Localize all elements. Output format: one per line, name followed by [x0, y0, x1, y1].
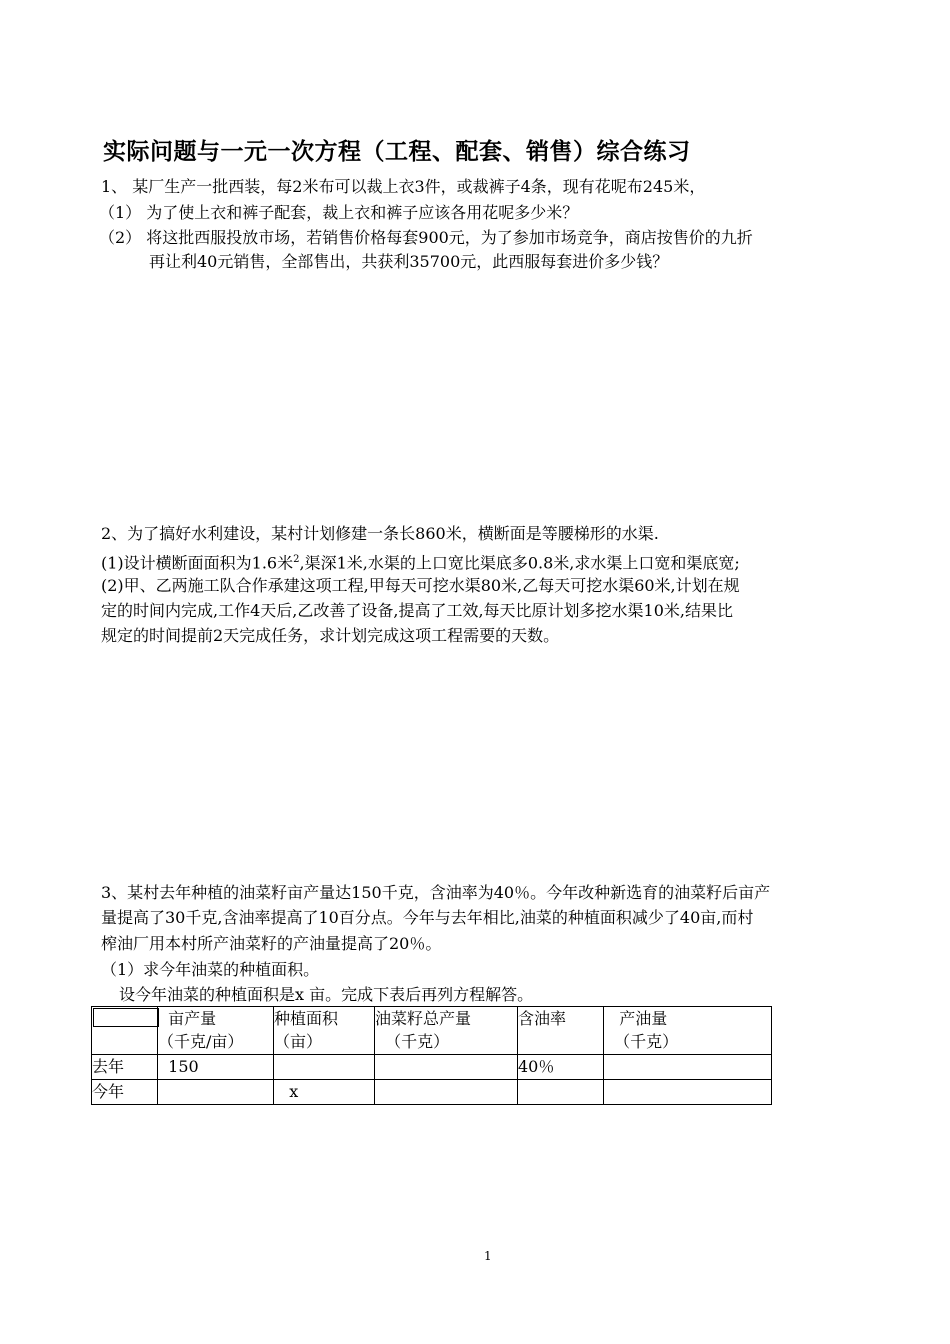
q2-part1-a: (1)设计横断面面积为1.6米 — [101, 553, 294, 573]
header-line: 种植面积 — [274, 1009, 339, 1028]
table-cell: 40％ — [518, 1055, 604, 1080]
q1-part2-line2: 再让利40元销售，全部售出，共获利35700元，此西服每套进价多少钱？ — [149, 252, 669, 271]
page-title: 实际问题与一元一次方程（工程、配套、销售）综合练习 — [103, 139, 691, 165]
table-cell — [375, 1055, 518, 1080]
header-cell — [375, 1007, 518, 1055]
table-cell — [158, 1080, 274, 1105]
q3-hint: 设今年油菜的种植面积是x 亩。完成下表后再列方程解答。 — [119, 985, 534, 1004]
q2-part2-line2: 定的时间内完成,工作4天后,乙改善了设备,提高了工效,每天比原计划多挖水渠10米,结果比 — [101, 601, 733, 620]
table-row — [92, 1080, 772, 1105]
table-header-row — [92, 1007, 772, 1055]
q1-stem: 1、 某厂生产一批西装，每2米布可以裁上衣3件，或裁裤子4条，现有花呢布245米， — [101, 177, 706, 196]
q3-line3: 榨油厂用本村所产油菜籽的产油量提高了20％。 — [101, 934, 442, 953]
table-cell: 今年 — [92, 1080, 158, 1105]
header-line: （千克） — [604, 1032, 679, 1051]
header-cell — [604, 1007, 772, 1055]
header-cell — [518, 1007, 604, 1055]
q2-part1-superscript: 2 — [293, 554, 300, 565]
data-table — [91, 1006, 772, 1105]
q3-line1: 3、某村去年种植的油菜籽亩产量达150千克，含油率为40％。今年改种新选育的油菜籽后亩产 — [101, 883, 771, 902]
page-number: 1 — [484, 1249, 492, 1263]
q2-stem: 2、为了搞好水利建设，某村计划修建一条长860米，横断面是等腰梯形的水渠. — [101, 524, 659, 543]
q3-line2: 量提高了30千克,含油率提高了10百分点。今年与去年相比,油菜的种植面积减少了40亩,而村 — [101, 908, 754, 927]
header-cell — [274, 1007, 375, 1055]
table-cell — [518, 1080, 604, 1105]
table-cell — [375, 1080, 518, 1105]
q2-part2-line1: (2)甲、乙两施工队合作承建这项工程,甲每天可挖水渠80米,乙每天可挖水渠60米,计划在规 — [101, 576, 740, 595]
header-line: 产油量 — [604, 1009, 668, 1028]
table-cell — [274, 1055, 375, 1080]
header-line: （千克/亩） — [158, 1032, 244, 1051]
q3-part1: （1）求今年油菜的种植面积。 — [101, 960, 320, 979]
q2-part1 — [101, 550, 740, 573]
header-line: 亩产量 — [158, 1009, 217, 1028]
header-line: （亩） — [274, 1032, 323, 1051]
table-cell — [604, 1080, 772, 1105]
q1-part2-line1: （2） 将这批西服投放市场，若销售价格每套900元，为了参加市场竞争，商店按售价的九折 — [99, 228, 753, 247]
table-row — [92, 1055, 772, 1080]
q2-part1-b: ,渠深1米,水渠的上口宽比渠底多0.8米,求水渠上口宽和渠底宽; — [299, 553, 740, 573]
q1-part1: （1） 为了使上衣和裤子配套，裁上衣和裤子应该各用花呢多少米？ — [99, 203, 579, 222]
corner-box — [93, 1008, 159, 1027]
table-cell: 150 — [158, 1055, 274, 1080]
table-cell: x — [274, 1080, 375, 1105]
header-line: 油菜籽总产量 — [375, 1009, 472, 1028]
table-cell: 去年 — [92, 1055, 158, 1080]
table-cell — [604, 1055, 772, 1080]
q2-part2-line3: 规定的时间提前2天完成任务，求计划完成这项工程需要的天数。 — [101, 626, 560, 645]
header-line: （千克） — [375, 1032, 450, 1051]
header-line: 含油率 — [518, 1009, 567, 1028]
header-cell — [158, 1007, 274, 1055]
